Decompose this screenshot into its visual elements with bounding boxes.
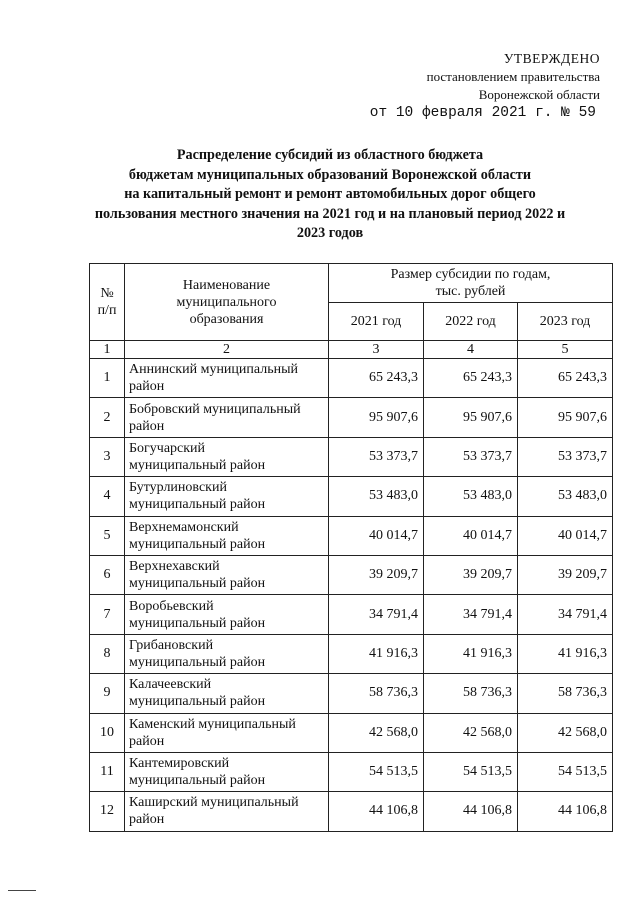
row-number: 10: [90, 713, 125, 752]
table-row: [90, 555, 613, 594]
table-row: [90, 713, 613, 752]
row-number: 2: [90, 398, 125, 437]
column-number: 1: [90, 341, 125, 359]
municipality-name-line: муниципальный район: [129, 694, 266, 710]
municipality-name: [125, 516, 329, 555]
value-2023: 54 513,5: [518, 752, 613, 791]
title-line: 2023 годов: [296, 225, 364, 241]
header-number-line: п/п: [97, 303, 117, 318]
municipality-name-line: муниципальный район: [129, 536, 266, 552]
municipality-name-line: Калачеевский: [129, 677, 212, 693]
header-municipality: [125, 264, 329, 341]
approval-block: [370, 50, 600, 122]
header-municipality-line: Наименование: [182, 277, 271, 293]
row-number: 3: [90, 437, 125, 476]
value-2023: 41 916,3: [518, 634, 613, 673]
value-2023: 53 373,7: [518, 437, 613, 476]
municipality-name-line: район: [129, 379, 165, 395]
municipality-name: [125, 477, 329, 516]
scan-mark: [8, 890, 36, 891]
municipality-name: [125, 792, 329, 831]
column-number: 3: [329, 341, 424, 359]
table-row: [90, 792, 613, 831]
value-2022: 44 106,8: [424, 792, 518, 831]
value-2022: 65 243,3: [424, 359, 518, 398]
municipality-name: [125, 752, 329, 791]
value-2021: 42 568,0: [329, 713, 424, 752]
approval-date: от 10 февраля 2021 г. № 59: [369, 105, 596, 121]
column-number: 5: [518, 341, 613, 359]
value-2021: 34 791,4: [329, 595, 424, 634]
municipality-name-line: Аннинский муниципальный: [129, 362, 298, 378]
municipality-name-line: Кантемировский: [129, 756, 230, 772]
row-number: 6: [90, 555, 125, 594]
municipality-name-line: муниципальный район: [129, 615, 266, 631]
value-2022: 95 907,6: [424, 398, 518, 437]
value-2022: 40 014,7: [424, 516, 518, 555]
municipality-name: [125, 437, 329, 476]
column-number: 4: [424, 341, 518, 359]
header-number-line: №: [100, 286, 114, 301]
header-subsidy-line: тыс. рублей: [435, 284, 506, 299]
municipality-name: [125, 555, 329, 594]
document-title: [80, 146, 580, 244]
table-row: [90, 398, 613, 437]
municipality-name-line: муниципальный район: [129, 773, 266, 789]
title-line: на капитальный ремонт и ремонт автомобильных дорог общего: [124, 186, 536, 202]
value-2022: 34 791,4: [424, 595, 518, 634]
municipality-name-line: Верхнемамонский: [129, 519, 239, 535]
value-2023: 39 209,7: [518, 555, 613, 594]
table-row: [90, 516, 613, 555]
title-line: Распределение субсидий из областного бюджета: [176, 147, 484, 163]
municipality-name: [125, 713, 329, 752]
value-2021: 40 014,7: [329, 516, 424, 555]
row-number: 8: [90, 634, 125, 673]
municipality-name: [125, 674, 329, 713]
table-row: [90, 674, 613, 713]
municipality-name-line: Грибановский: [129, 637, 214, 653]
value-2023: 40 014,7: [518, 516, 613, 555]
municipality-name-line: муниципальный район: [129, 576, 266, 592]
title-line: пользования местного значения на 2021 год и на плановый период 2022 и: [94, 205, 566, 222]
row-number: 9: [90, 674, 125, 713]
row-number: 4: [90, 477, 125, 516]
value-2021: 58 736,3: [329, 674, 424, 713]
value-2021: 53 373,7: [329, 437, 424, 476]
header-municipality-line: муниципального: [176, 294, 277, 310]
row-number: 12: [90, 792, 125, 831]
value-2022: 42 568,0: [424, 713, 518, 752]
header-subsidy-amount: [329, 264, 613, 303]
value-2021: 41 916,3: [329, 634, 424, 673]
value-2023: 42 568,0: [518, 713, 613, 752]
municipality-name-line: муниципальный район: [129, 497, 266, 513]
header-year-2021: 2021 год: [329, 303, 424, 341]
header-year-2023: 2023 год: [518, 303, 613, 341]
value-2021: 95 907,6: [329, 398, 424, 437]
table-row: [90, 359, 613, 398]
municipality-name: [125, 634, 329, 673]
column-number-row: [90, 341, 613, 359]
value-2022: 53 483,0: [424, 477, 518, 516]
value-2022: 53 373,7: [424, 437, 518, 476]
municipality-name-line: Бобровский муниципальный: [129, 401, 301, 417]
value-2022: 54 513,5: [424, 752, 518, 791]
municipality-name-line: район: [129, 418, 165, 434]
municipality-name: [125, 398, 329, 437]
header-subsidy-line: Размер субсидии по годам,: [390, 267, 551, 282]
row-number: 1: [90, 359, 125, 398]
table-body: [90, 359, 613, 832]
value-2021: 39 209,7: [329, 555, 424, 594]
value-2021: 65 243,3: [329, 359, 424, 398]
municipality-name-line: Верхнехавский: [129, 559, 220, 575]
municipality-name-line: Воробьевский: [129, 598, 214, 614]
title-line: бюджетам муниципальных образований Воронежской области: [128, 166, 532, 183]
value-2023: 44 106,8: [518, 792, 613, 831]
municipality-name-line: Богучарский: [129, 440, 206, 456]
municipality-name: [125, 359, 329, 398]
municipality-name: [125, 595, 329, 634]
header-year-2022: 2022 год: [424, 303, 518, 341]
municipality-name-line: муниципальный район: [129, 457, 266, 473]
value-2021: 53 483,0: [329, 477, 424, 516]
row-number: 11: [90, 752, 125, 791]
header-number: [90, 264, 125, 341]
subsidy-table: [89, 263, 613, 832]
value-2023: 53 483,0: [518, 477, 613, 516]
value-2021: 44 106,8: [329, 792, 424, 831]
value-2023: 65 243,3: [518, 359, 613, 398]
header-municipality-line: образования: [189, 311, 264, 327]
municipality-name-line: Бутурлиновский: [129, 480, 227, 496]
municipality-name-line: район: [129, 733, 165, 749]
value-2023: 34 791,4: [518, 595, 613, 634]
approval-title: УТВЕРЖДЕНО: [503, 51, 600, 66]
row-number: 5: [90, 516, 125, 555]
table-row: [90, 595, 613, 634]
table-row: [90, 634, 613, 673]
municipality-name-line: Каширский муниципальный: [129, 795, 299, 811]
value-2023: 58 736,3: [518, 674, 613, 713]
municipality-name-line: муниципальный район: [129, 654, 266, 670]
approval-region: Воронежской области: [478, 87, 600, 102]
table-row: [90, 752, 613, 791]
table-row: [90, 477, 613, 516]
table-row: [90, 437, 613, 476]
value-2022: 39 209,7: [424, 555, 518, 594]
row-number: 7: [90, 595, 125, 634]
value-2021: 54 513,5: [329, 752, 424, 791]
value-2023: 95 907,6: [518, 398, 613, 437]
column-number: 2: [125, 341, 329, 359]
value-2022: 41 916,3: [424, 634, 518, 673]
municipality-name-line: район: [129, 812, 165, 828]
value-2022: 58 736,3: [424, 674, 518, 713]
approval-issuer: постановлением правительства: [426, 69, 600, 84]
municipality-name-line: Каменский муниципальный: [129, 716, 296, 732]
